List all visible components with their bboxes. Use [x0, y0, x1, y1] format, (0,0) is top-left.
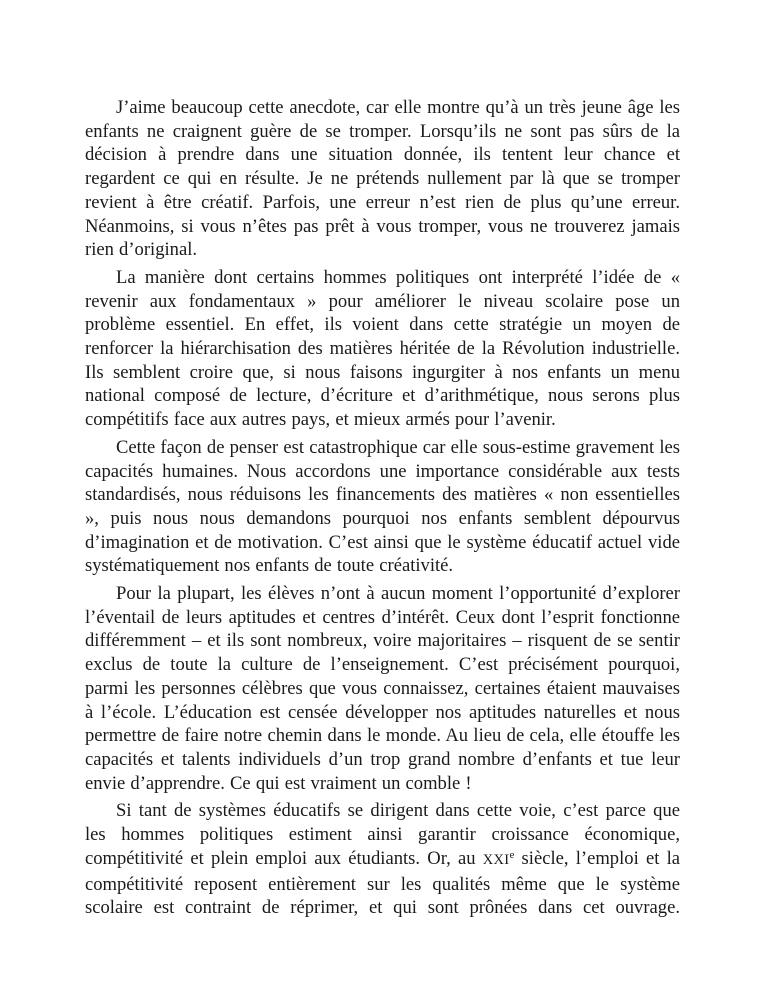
century-numeral: XXI: [482, 851, 510, 868]
paragraph-fundamentals: La manière dont certains hommes politiques ont interprété l’idée de « revenir aux fondamentaux » pour améliorer le niveau scolaire pose un problème essentiel. En effet, ils voient dans cette stratégie un moyen de renforcer la hiérarchisation des matières héritée de la Révolution industrielle. Ils semblent croire que, si nous faisons ingurgiter à nos enfants un menu national composé de lecture, d’écriture et d’arithmétique, nous serons plus compétitifs face aux autres pays, et mieux armés pour l’avenir.: [85, 266, 680, 431]
century-superscript: e: [509, 848, 515, 861]
paragraph-anecdote: J’aime beaucoup cette anecdote, car elle montre qu’à un très jeune âge les enfants ne craignent guère de se tromper. Lorsqu’ils ne sont pas sûrs de la décision à prendre dans une situation donnée, ils tentent leur chance et regardent ce qui en résulte. Je ne prétends nullement par là que se tromper revient à être créatif. Parfois, une erreur n’est rien de plus qu’une erreur. Néanmoins, si vous n’êtes pas prêt à vous tromper, vous ne trouverez jamais rien d’original.: [85, 97, 680, 261]
document-page: [85, 96, 680, 924]
paragraph-catastrophic: Cette façon de penser est catastrophique car elle sous-estime gravement les capacités humaines. Nous accordons une importance considérable aux tests standardisés, nous réduisons les financements des matières « non essentielles », puis nous nous demandons pourquoi nos enfants semblent dépourvus d’imagination et de motivation. C’est ainsi que le système éducatif actuel vide systématiquement nos enfants de toute créativité.: [85, 436, 680, 577]
paragraph-students: Pour la plupart, les élèves n’ont à aucun moment l’opportunité d’explorer l’éventail de leurs aptitudes et centres d’intérêt. Ceux dont l’esprit fonctionne différemment – et ils sont nombreux, voire majoritaires – risquent de se sentir exclus de toute la culture de l’enseignement. C’est précisément pourquoi, parmi les personnes célèbres que vous connaissez, certaines étaient mauvaises à l’école. L’éducation est censée développer nos aptitudes naturelles et nous permettre de faire notre chemin dans le monde. Au lieu de cela, elle étouffe les capacités et talents individuels d’un trop grand nombre d’enfants et tue leur envie d’apprendre. Ce qui est vraiment un comble !: [85, 583, 680, 794]
paragraph-systems-text-before: Si tant de systèmes éducatifs se dirigent dans cette voie, c’est parce que les hommes politiques estiment ainsi garantir croissance économique, compétitivité et plein emploi aux étudiants. Or, au: [85, 800, 680, 869]
paragraph-systems: [85, 799, 680, 920]
paragraph-systems-text-after: siècle, l’emploi et la compétitivité reposent entièrement sur les qualités même que le système scolaire est contraint de réprimer, et qui sont prônées dans cet ouvrage.: [85, 847, 680, 919]
